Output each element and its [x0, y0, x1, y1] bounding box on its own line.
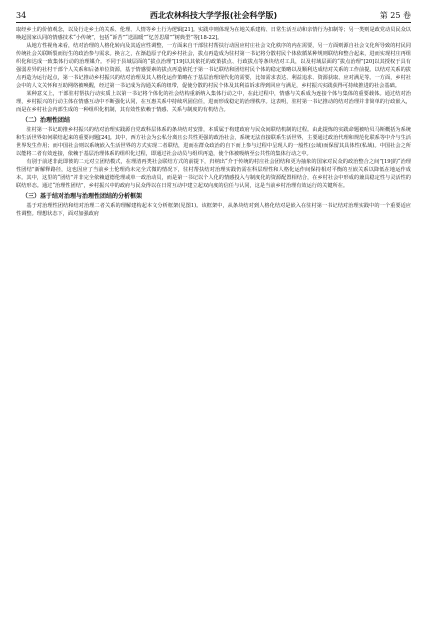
article-body: [16, 26, 411, 616]
paragraph-1: 取经乡土的价值观念，以及行走乡土的关系、伦理、人情等乡土行为逻辑[21]。实践中则体现为在地关系建构、日常生活互动和亲情行为扣制等；另一类则是政党动员民众以唤起国家认同的情感技术“小传统”，包括“诉苦”“送温暖”“忆苦思甜”“树典型”等[18-22]。: [16, 27, 411, 41]
paragraph-5: 有别于前述非此即彼的二元对立团结模式，在理清再类社会联结方式的前提下，归纳出“介于传统的村庄社会团结和更为抽象的国家对民众的政治整合之间”[19]的“治理性团结”新解释路径，这也因应了当前乡土伦理尚未完全式微的情况下，驻村帮扶结对治理实践仍需在科层理性和人格化运作间保持相对平衡的互嵌关系以降低在地运作成本。其中，这里的“团结”并非完全依赖道德伦理或单一政治动员，而是第一书记以个人化的情感投入与制度化的资源配置相结合，在乡村社会中形成的兼具稳定性与灵活性的联结形态。通过“治理性团结”，乡村振兴中的政府与民众得以在日常互动中建立起双向度的信任与认同，这是当前乡村治理有效运行的关键所在。: [16, 159, 411, 189]
page-header: [16, 8, 411, 22]
paragraph-2: 从地方性视角来看，结对治理的人格化转向及其适应性调整，一方面来自干部驻村帮扶行动因应村庄社会文化秩序的内在需要，另一方面则源自社会文化所导致的村民同传统社会关联断裂而衍生的政治参与需求。换言之，在渐趋原子化的乡村社会，拔点再造成为驻村第一书记将分散村民个体依循某种规则联结和整合起来，进而实现村庄再组织化和达成一致集体行动的治理媒介。不同于县域层面的“拔点治理”[19]以其依托的政策拔点、行政拔点等条块结对工具，以及村域层面的“拔点治理”[20]以其授权于具有强弱差异的社村干部个人关系和后备单位资源，基于情感要素的拔点再造依托于第一书记联结和团结村民个体的稳定策略以及顺利达成结对关系的工作前提。以结对关系的拔点再造为运行起点，第一书记推动乡村振兴的结对治理及其人格化运作策略在于基层治理现代化的需要，比如需求表达、利益追求、资源获取、应对满足等。一方面，乡村社会中的人文关怀和互助网络被唤醒，经过第一书记成为沟通关系的纽带，促使分散的村民个体及其利益诉求得到回应与满足，乡村振兴实践获得可持续推进的社会基础。: [16, 43, 411, 89]
paragraph-4: 驻村第一书记助推乡村振兴的结对治理实践源自党政科层体系的条块结对安排，本质属于构建政府与民众间联结机制的过程。由此提炼的实践命题被哈贝马斯概括为系统和生活世界如何联结起来的重要问题[24]。其中，西方社会为公私分离且公共性更强的政治社会，系统无法直接联系生活世界，主要通过政治代理和规范化联系等中介与生活世界发生作用；而中国社会则以系统嵌入生活世界的方式实现二者联结，进而在群众政治的自下而上参与过程中呈现人的一般性(公域)而保留其具体性(私域)。中国社会之所以能将二者有效连接，依赖于基层治理体系的组织化过程，即通过社会动员与组织再造，使个体被吸纳至公共性的集体行动之中。: [16, 127, 411, 157]
volume-label: 第 25 卷: [379, 10, 411, 20]
section-heading-governance-solidarity: （二）治理性团结: [22, 117, 71, 124]
page-number: 34: [16, 10, 27, 20]
paragraph-6: 基于对治理性团结和结对治理二者关系的理解建构起本文分析框架(见图1)。该框架中，从条块结对到人格化结对是嵌入在驻村第一书记结对治理实践中的一个重要适应性调整。理想状态下，面对加强政府: [16, 203, 411, 217]
journal-title: 西北农林科技大学学报(社会科学版): [149, 10, 278, 20]
paragraph-3: 某种意义上，干部驻村帮扶行动实质上以第一书记将个体化的社会结构重新纳入集体行动之中，在此过程中，情感与关系成为连接个体与集体的重要载体。通过结对治理，乡村振兴的行动主体在情感互动中不断强化认同，在互惠关系中持续巩固信任，进而形成稳定的治理秩序。这表明，驻村第一书记推动的结对治理并非简单的行政嵌入，而是在乡村社会内部生成的一种组织化机制，其有效性依赖于情感、关系与制度的有机结合。: [16, 91, 411, 113]
section-heading-analysis-framework: （三）基于结对治理与治理性团结的分析框架: [22, 193, 143, 200]
header-rule: [16, 22, 411, 23]
